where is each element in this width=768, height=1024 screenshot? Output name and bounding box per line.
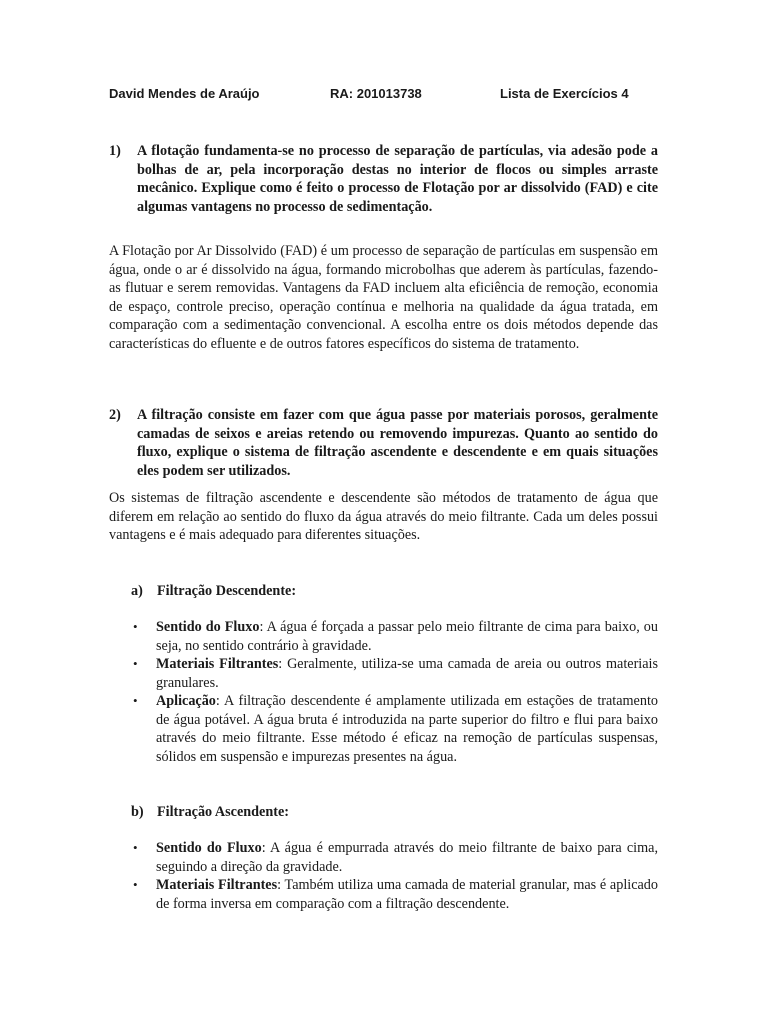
section-letter: a) (131, 583, 143, 599)
item-term: Aplicação (156, 693, 216, 709)
bullet-icon: • (133, 656, 138, 671)
section-a-heading (131, 582, 296, 601)
item-text: : A filtração descendente é amplamente utilizada em estações de tratamento de água potável. A água bruta é introduzida na parte superior do filtro e flui para baixo através do meio filtrante. Esse método é eficaz na remoção de partículas suspensas, sólidos em suspensão e impurezas presentes na água. (156, 693, 658, 765)
question-1 (109, 142, 658, 216)
answer-1: A Flotação por Ar Dissolvido (FAD) é um processo de separação de partículas em suspensão em água, onde o ar é dissolvido na água, formando microbolhas que aderem às partículas, fazendo-as flutuar e serem removidas. Vantagens da FAD incluem alta eficiência de remoção, economia de espaço, controle preciso, operação contínua e melhoria na qualidade da água tratada, em comparação com a sedimentação convencional. A escolha entre os dois métodos depende das características do efluente e de outros fatores específicos do sistema de tratamento. (109, 243, 658, 352)
item-text: : Também utiliza uma camada de material granular, mas é aplicado de forma inversa em comparação com a filtração descendente. (156, 877, 658, 912)
section-b-heading (131, 803, 289, 822)
question-text: A flotação fundamenta-se no processo de separação de partículas, via adesão pode a bolhas de ar, pela incorporação destas no interior de flocos ou simples arraste mecânico. Explique como é feito o processo de Flotação por ar dissolvido (FAD) e cite algumas vantagens no processo de sedimentação. (137, 143, 658, 215)
section-letter: b) (131, 804, 144, 820)
item-text: : A água é forçada a passar pelo meio filtrante de cima para baixo, ou seja, no sentido contrário à gravidade. (156, 619, 658, 654)
list-item (131, 839, 658, 876)
item-text: : A água é empurrada através do meio filtrante de baixo para cima, seguindo a direção da gravidade. (156, 840, 658, 875)
item-text: : Geralmente, utiliza-se uma camada de areia ou outros materiais granulares. (156, 656, 658, 691)
student-ra: RA: 201013738 (330, 86, 422, 101)
item-term: Materiais Filtrantes (156, 656, 279, 672)
question-number: 1) (109, 143, 121, 159)
list-item (131, 692, 658, 766)
section-title: Filtração Ascendente: (157, 804, 289, 820)
answer-2-intro: Os sistemas de filtração ascendente e descendente são métodos de tratamento de água que diferem em relação ao sentido do fluxo da água através do meio filtrante. Cada um deles possui vantagens e é mais adequado para diferentes situações. (109, 490, 658, 543)
question-text: A filtração consiste em fazer com que água passe por materiais porosos, geralmente camadas de seixos e areias retendo ou removendo impurezas. Quanto ao sentido do fluxo, explique o sistema de filtração ascendente e descendente e em quais situações eles podem ser utilizados. (137, 407, 658, 479)
question-number: 2) (109, 407, 121, 423)
list-item (131, 618, 658, 655)
section-title: Filtração Descendente: (157, 583, 297, 599)
section-a-list (131, 618, 658, 766)
bullet-icon: • (133, 840, 138, 855)
item-term: Sentido do Fluxo (156, 840, 262, 856)
section-b-list (131, 839, 658, 913)
item-term: Materiais Filtrantes (156, 877, 278, 893)
question-2 (109, 406, 658, 480)
list-item (131, 655, 658, 692)
exercise-list-title: Lista de Exercícios 4 (500, 86, 629, 101)
bullet-icon: • (133, 693, 138, 708)
bullet-icon: • (133, 877, 138, 892)
list-item (131, 876, 658, 913)
document-header (109, 86, 669, 106)
bullet-icon: • (133, 619, 138, 634)
student-name: David Mendes de Araújo (109, 86, 260, 101)
item-term: Sentido do Fluxo (156, 619, 260, 635)
